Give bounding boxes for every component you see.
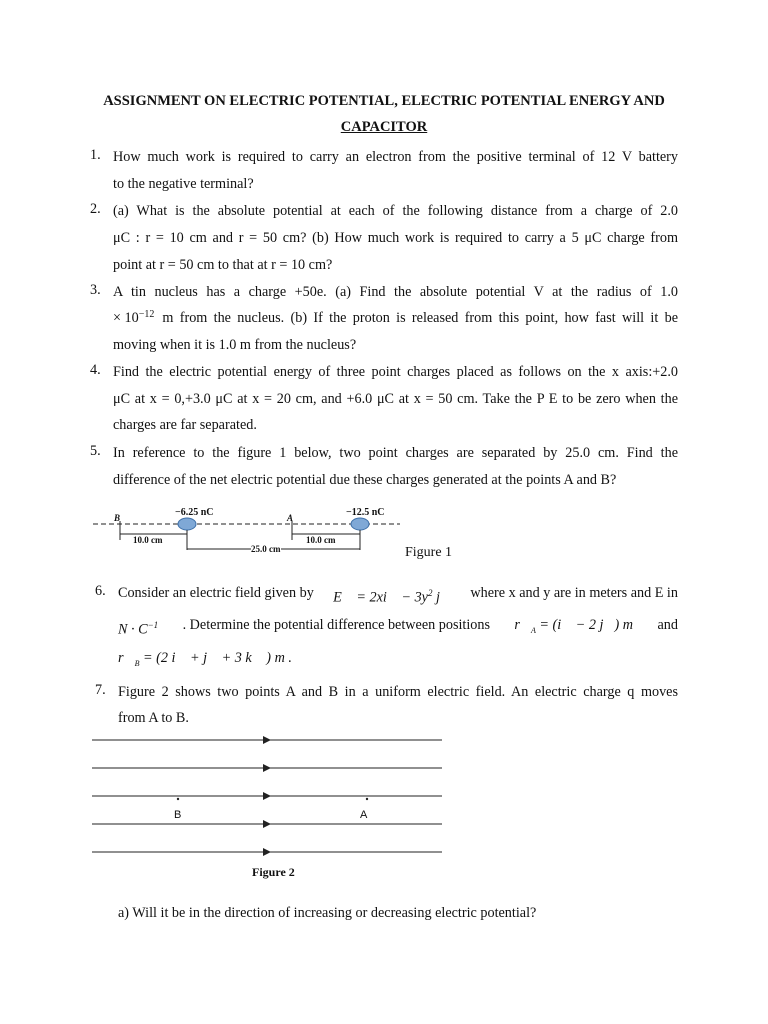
question-4-line-1: Find the electric potential energy of three point charges placed as follows on the x axis:+2.0 [113, 364, 678, 380]
figure-2-caption: Figure 2 [252, 865, 295, 879]
times-ten: × 10 [113, 310, 139, 326]
question-5-line-1: In reference to the figure 1 below, two point charges are separated by 25.0 cm. Find the [113, 445, 678, 461]
question-3-line-2-text: m from the nucleus. (b) If the proton is released from this point, how fast will it be [162, 310, 678, 326]
question-number: 7. [95, 682, 106, 698]
question-7-line-1: Figure 2 shows two points A and B in a uniform electric field. An electric charge q moves [118, 684, 678, 700]
position-rA: $r⃗_A$ = (i⃗ − 2 j⃗) m [514, 617, 634, 635]
question-6-text-c: . Determine the potential difference between positions [182, 617, 490, 633]
question-number: 3. [90, 282, 101, 298]
figure-2-label-B: B [174, 809, 182, 821]
figure-1-distance-3: 10.0 cm [306, 535, 336, 545]
question-1-line-1: How much work is required to carry an electron from the positive terminal of 12 V battery [113, 149, 678, 165]
question-4-line-3: charges are far separated. [113, 417, 257, 433]
figure-1-label-A: A [287, 513, 294, 523]
figure-1-caption: Figure 1 [405, 545, 453, 560]
question-7a: a) Will it be in the direction of increasing or decreasing electric potential? [118, 905, 537, 921]
question-2-line-3: point at r = 50 cm to that at r = 10 cm? [113, 257, 333, 273]
exponent: −12 [138, 309, 155, 320]
question-3-line-3: moving when it is 1.0 m from the nucleus? [113, 337, 357, 353]
unit-text: $N \cdot C^{-1}$ [118, 620, 159, 638]
question-6-text-a: Consider an electric field given by [118, 585, 314, 601]
question-6-line-1 [118, 583, 678, 608]
question-3-line-2 [113, 308, 678, 328]
field-equation: E⃗ = 2xi⃗ − $3y^2$ j⃗ [333, 588, 451, 606]
figure-1-distance-1: 10.0 cm [133, 535, 163, 545]
assignment-title-line2: CAPACITOR [340, 119, 428, 135]
question-5-line-2: difference of the net electric potential due these charges generated at the points A and B? [113, 472, 617, 488]
question-number: 1. [90, 147, 101, 163]
question-6-line-2 [118, 615, 678, 641]
figure-1-charge-1: −6.25 nC [175, 507, 214, 518]
figure-1-label-B: B [114, 513, 121, 523]
question-3-line-1: A tin nucleus has a charge +50e. (a) Find the absolute potential V at the radius of 1.0 [113, 284, 678, 300]
question-number: 6. [95, 583, 106, 599]
assignment-title-line1: ASSIGNMENT ON ELECTRIC POTENTIAL, ELECTRIC POTENTIAL ENERGY AND [103, 93, 665, 109]
question-4-line-2: μC at x = 0,+3.0 μC at x = 20 cm, and +6.0 μC at x = 50 cm. Take the P E to be zero when the [113, 391, 678, 407]
figure-1-distance-2: 25.0 cm [251, 544, 281, 554]
figure-2-label-A: A [360, 809, 368, 821]
question-number: 4. [90, 362, 101, 378]
position-rB: $r⃗_B = (2$ i⃗ + j⃗ + 3 k⃗ ) m . [118, 650, 292, 668]
question-6-text-b: where x and y are in meters and E in [470, 585, 678, 601]
question-2-line-2: μC : r = 10 cm and r = 50 cm? (b) How much work is required to carry a 5 μC charge from [113, 230, 678, 246]
question-6-text-d: and [657, 617, 678, 633]
question-number: 5. [90, 443, 101, 459]
question-7-line-2: from A to B. [118, 710, 189, 726]
figure-1-charge-2: −12.5 nC [346, 507, 385, 518]
question-number: 2. [90, 201, 101, 217]
question-1-line-2: to the negative terminal? [113, 176, 254, 192]
question-2-line-1: (a) What is the absolute potential at each of the following distance from a charge of 2.0 [113, 203, 678, 219]
